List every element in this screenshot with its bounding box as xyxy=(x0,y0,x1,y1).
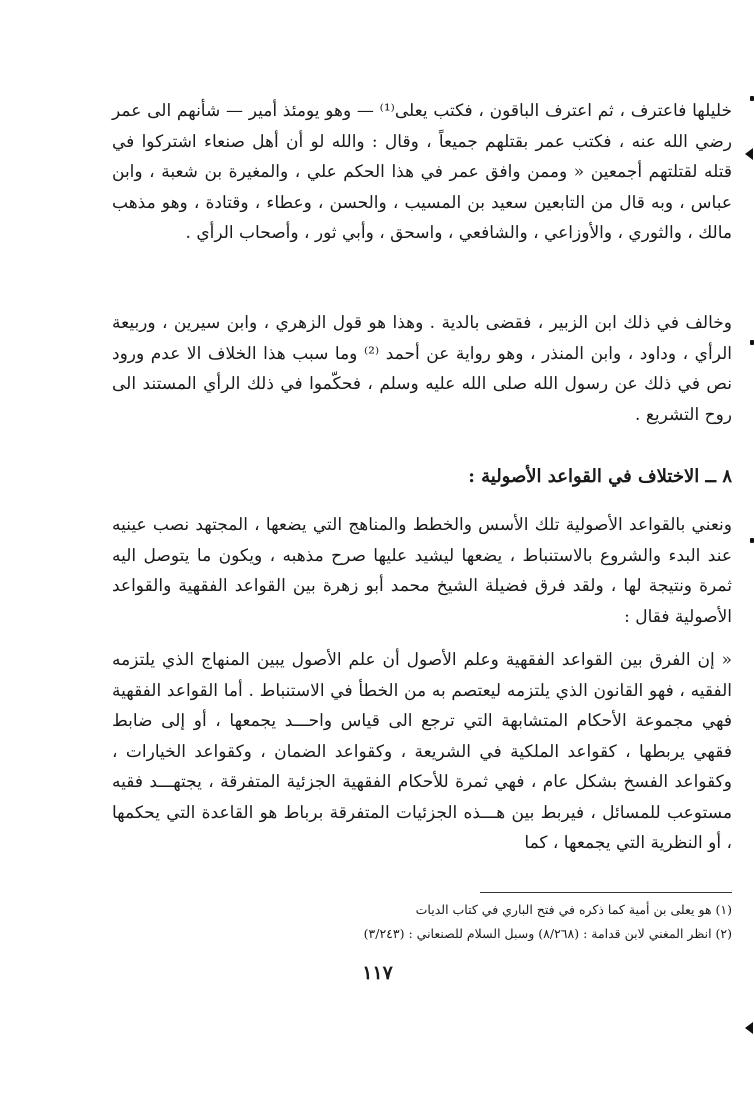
scan-mark xyxy=(745,148,753,160)
footnote-1: (١) هو يعلى بن أمية كما ذكره في فتح الباري في كتاب الديات xyxy=(415,902,732,917)
page-number: ١١٧ xyxy=(362,962,393,984)
paragraph-2 xyxy=(112,308,732,430)
footnote-2: (٢) انظر المغني لابن قدامة : (٨/٢٦٨) وسبل السلام للصنعاني : (٣/٢٤٣) xyxy=(363,926,732,941)
paragraph-3 xyxy=(112,510,732,632)
quotation xyxy=(112,645,732,859)
quotation-text: « إن الفرق بين القواعد الفقهية وعلم الأصول أن علم الأصول يبين المنهاج الذي يلتزمه الفقيه ، فهو القانون الذي يلتزمه ليعتصم به من الخطأ في الاستنباط . أما القواعد الفقهية فهي مجموعة الأحكام المتشابهة التي ترجع الى قياس واحـــد يجمعها ، أو إلى ضابط فقهي يربطها ، كقواعد الملكية في الشريعة ، وكقواعد الضمان ، وكقواعد الخيارات ، وكقواعد الفسخ بشكل عام ، فهي ثمرة للأحكام الفقهية الجزئية المتفرقة ، يجتهـــد فقيه مستوعب للمسائل ، فيربط بين هـــذه الجزئيات المتفرقة برباط هو القاعدة التي يحكمها ، أو النظرية التي يجمعها ، كما xyxy=(112,650,732,853)
paragraph-3-text: ونعني بالقواعد الأصولية تلك الأسس والخطط والمناهج التي يضعها ، المجتهد نصب عينيه عند البدء والشروع بالاستنباط ، يضعها ليشيد عليها صرح مذهبه ، ويكون ما يتوصل اليه ثمرة ونتيجة لها ، ولقد فرق فضيلة الشيخ محمد أبو زهرة بين القواعد الفقهية والقواعد الأصولية فقال : xyxy=(112,515,732,627)
footnotes xyxy=(200,898,732,946)
paragraph-2-text: وخالف في ذلك ابن الزبير ، فقضى بالدية . وهذا هو قول الزهري ، وابن سيرين ، وربيعة الرأي ، وداود ، وابن المنذر ، وهو رواية عن أحمد ⁽²⁾ وما سبب هذا الخلاف الا عدم ورود نص في ذلك عن رسول الله صلى الله عليه وسلم ، فحكّموا في ذلك الرأي المستند الى روح التشريع . xyxy=(112,313,732,425)
paragraph-1-text: خليلها فاعترف ، ثم اعترف الباقون ، فكتب يعلى⁽¹⁾ — وهو يومئذ أمير — شأنهم الى عمر رضي الله عنه ، فكتب عمر بقتلهم جميعاً ، وقال : والله لو أن أهل صنعاء اشتركوا في قتله لقتلتهم أجمعين « وممن وافق عمر في هذا الحكم علي ، والمغيرة بن شعبة ، وابن عباس ، وبه قال من التابعين سعيد بن المسيب ، والحسن ، وعطاء ، وقتادة ، وهو مذهب مالك ، والثوري ، والأوزاعي ، والشافعي ، واسحق ، وأبي ثور ، وأصحاب الرأي . xyxy=(112,101,732,243)
paragraph-1 xyxy=(112,96,732,249)
footnote-divider xyxy=(480,892,732,893)
section-heading: ٨ ــ الاختلاف في القواعد الأصولية : xyxy=(468,466,732,487)
scan-mark xyxy=(750,96,754,101)
scan-mark xyxy=(745,1022,753,1034)
scan-mark xyxy=(750,340,754,345)
scan-mark xyxy=(750,538,754,543)
